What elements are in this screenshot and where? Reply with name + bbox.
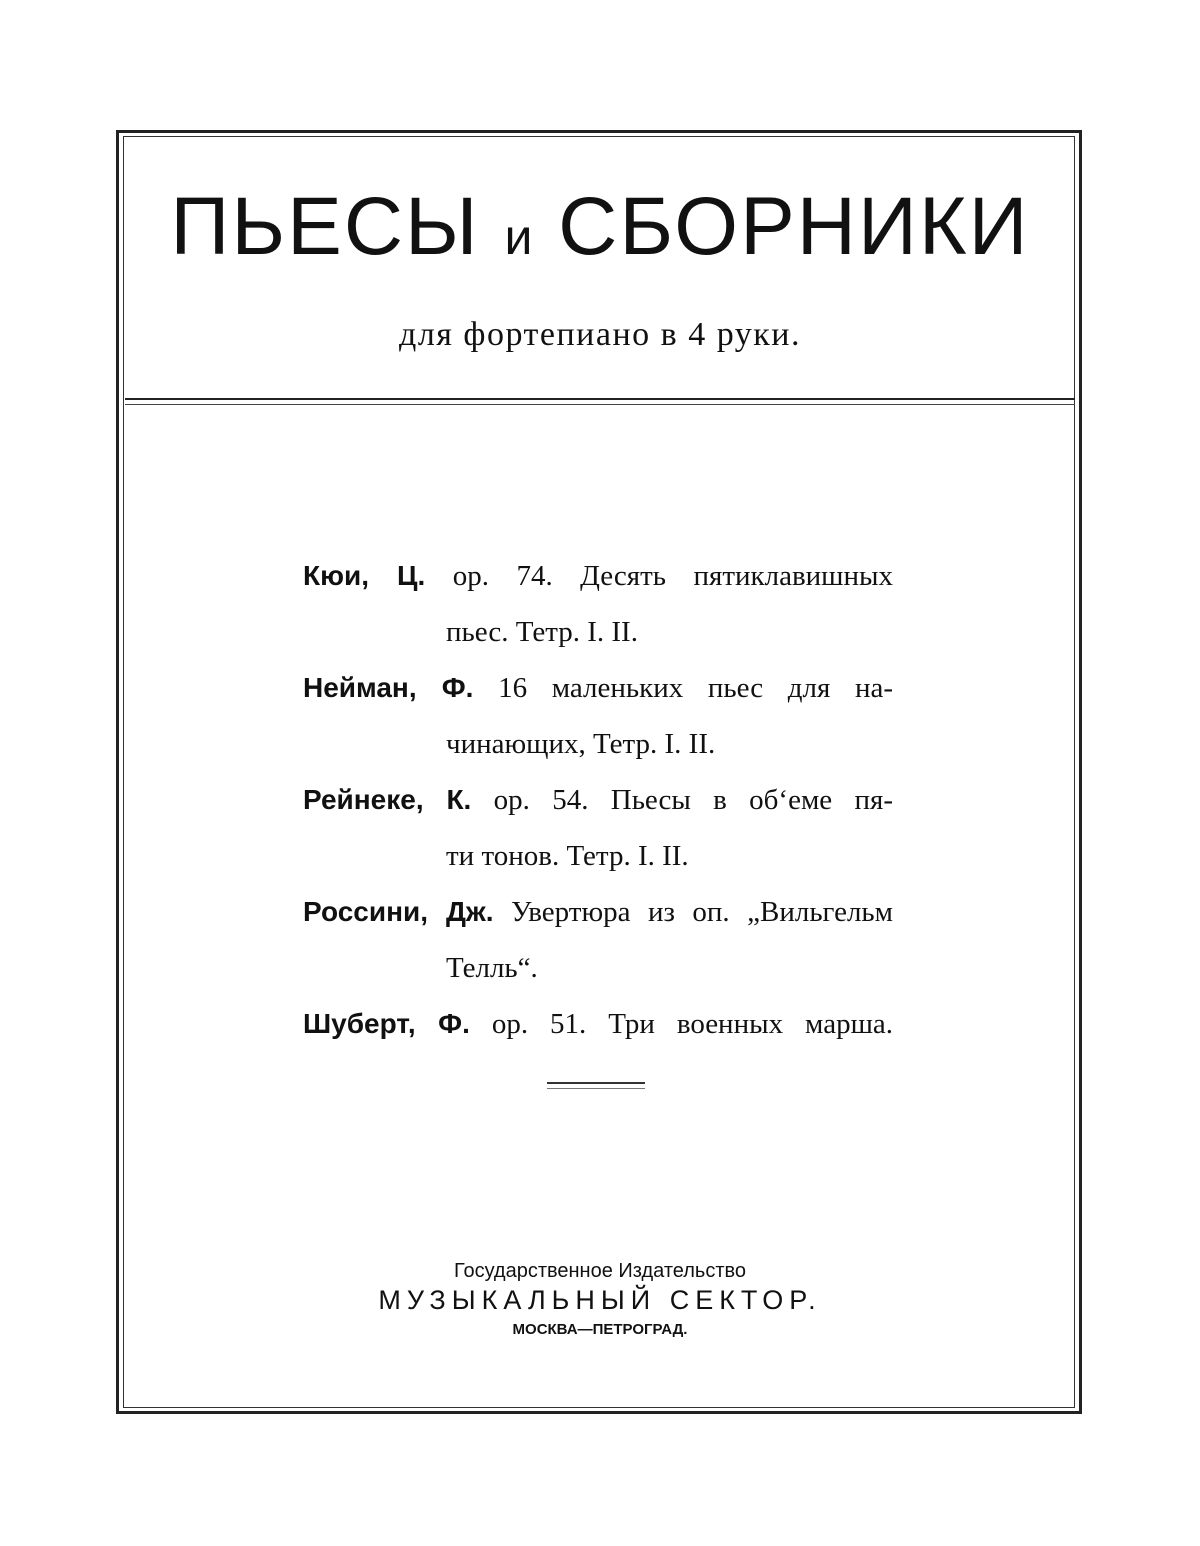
entry-first-line [303, 772, 893, 828]
catalog-entry [303, 996, 893, 1052]
entry-author: Рейнеке, К. [303, 784, 472, 815]
entry-continuation: пьес. Тетр. I. II. [446, 616, 638, 648]
entry-text: ор. 74. Десять пятиклавишных [452, 560, 894, 592]
entry-author: Кюи, Ц. [303, 560, 426, 591]
entry-text: Увертюра из оп. „Вильгельм [511, 896, 893, 928]
entry-author: Нейман, Ф. [303, 672, 474, 703]
publisher-sector: МУЗЫКАЛЬНЫЙ СЕКТОР. [378, 1285, 822, 1315]
ornamental-divider [547, 1082, 645, 1089]
entry-first-line [303, 660, 893, 716]
entry-continuation: ти тонов. Тетр. I. II. [446, 840, 689, 872]
catalog-entry [303, 772, 893, 884]
publisher-name: Государственное Издательство [453, 1260, 747, 1282]
catalog-list [303, 548, 893, 1052]
entry-continuation: Телль“. [446, 952, 538, 984]
title-word-1: ПЬЕСЫ [170, 181, 480, 272]
catalog-entry [303, 884, 893, 996]
header-divider [125, 398, 1075, 405]
page-subtitle: для фортепиано в 4 руки. [399, 316, 801, 353]
entry-author: Шуберт, Ф. [303, 1008, 470, 1039]
entry-text: ор. 54. Пьесы в об‘еме пя- [493, 784, 894, 816]
entry-first-line [303, 996, 893, 1052]
entry-text: ор. 51. Три военных марша. [491, 1008, 894, 1040]
entry-first-line [303, 548, 893, 604]
entry-text: 16 маленьких пьес для на- [498, 672, 893, 704]
entry-first-line [303, 884, 893, 940]
title-word-2: СБОРНИКИ [558, 181, 1030, 272]
publisher-cities: МОСКВА—ПЕТРОГРАД. [512, 1321, 688, 1338]
catalog-entry [303, 660, 893, 772]
entry-author: Россини, Дж. [303, 896, 494, 927]
title-conjunction: и [504, 209, 534, 265]
entry-continuation: чинающих, Тетр. I. II. [446, 728, 716, 760]
page-title [0, 181, 1200, 272]
catalog-entry [303, 548, 893, 660]
